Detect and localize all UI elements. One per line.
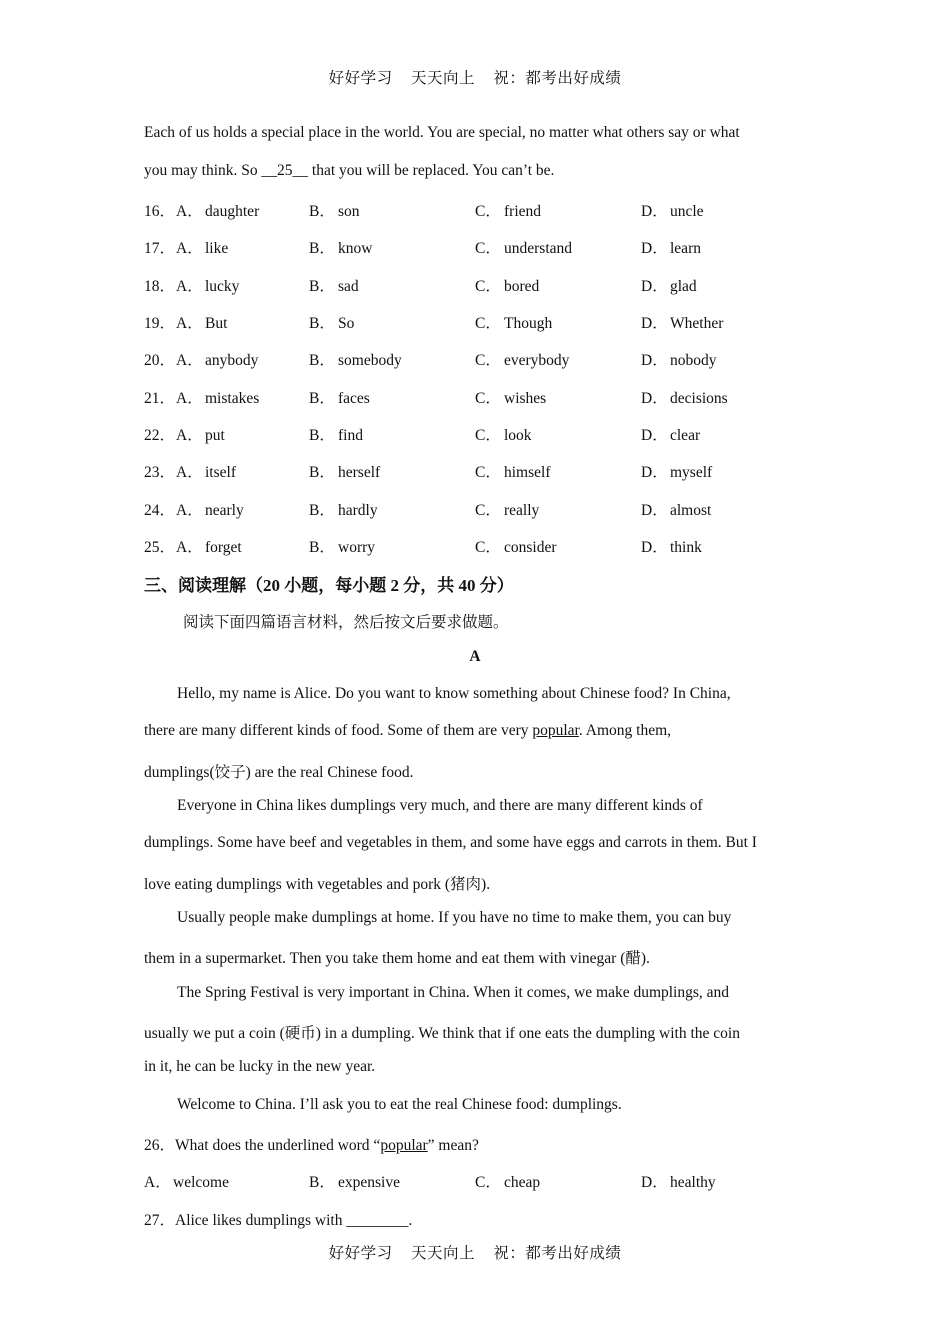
option-letter: A． — [176, 464, 203, 481]
option-text: Whether — [670, 315, 724, 332]
option-text: think — [670, 539, 702, 556]
option-b — [309, 311, 354, 333]
option-a — [144, 1170, 229, 1192]
option-b — [309, 348, 402, 370]
option-text: wishes — [504, 390, 547, 407]
option-letter: A． — [176, 240, 203, 257]
option-a — [144, 274, 239, 296]
underlined-word: popular — [380, 1137, 428, 1154]
option-text: hardly — [338, 502, 378, 519]
option-letter: C． — [475, 315, 501, 332]
page-footer — [0, 1241, 950, 1263]
option-letter: A． — [176, 352, 203, 369]
section-instruction: 阅读下面四篇语言材料，然后按文后要求做题。 — [183, 614, 509, 631]
option-letter: D． — [641, 464, 668, 481]
option-b — [309, 423, 363, 445]
option-text: lucky — [205, 278, 240, 295]
footer-part-3: 祝：都考出好成绩 — [493, 1245, 622, 1262]
option-d — [641, 423, 700, 445]
option-letter: D． — [641, 278, 668, 295]
option-d — [641, 1170, 716, 1192]
option-text: expensive — [338, 1174, 400, 1191]
option-text: itself — [205, 464, 236, 481]
passage-text: . Among them, — [578, 722, 672, 739]
option-letter: A． — [176, 315, 203, 332]
intro-line-2 — [144, 162, 554, 180]
intro-text-b: that you will be replaced. You can’t be. — [308, 162, 555, 179]
option-c — [475, 274, 539, 296]
option-text: anybody — [205, 352, 259, 369]
option-text: know — [338, 240, 373, 257]
passage-line: Hello, my name is Alice. Do you want to know something about Chinese food? In China, — [177, 685, 731, 702]
option-letter: A． — [176, 390, 203, 407]
option-letter: D． — [641, 315, 668, 332]
question-row-18 — [144, 274, 824, 296]
option-text: look — [504, 427, 532, 444]
option-text: nearly — [205, 502, 244, 519]
option-letter: B． — [309, 278, 335, 295]
option-text: really — [504, 502, 540, 519]
option-letter: B． — [309, 427, 335, 444]
question-26 — [144, 1133, 479, 1155]
option-text: somebody — [338, 352, 402, 369]
option-c — [475, 236, 572, 258]
question-26-options — [144, 1170, 824, 1192]
question-row-17 — [144, 236, 824, 258]
option-text: clear — [670, 427, 701, 444]
option-letter: A． — [176, 203, 203, 220]
option-text: friend — [504, 203, 542, 220]
option-letter: D． — [641, 539, 668, 556]
option-letter: D． — [641, 352, 668, 369]
footer-part-2: 天天向上 — [410, 1245, 475, 1262]
question-text: 26．What does the underlined word “ — [144, 1137, 381, 1154]
option-text: herself — [338, 464, 381, 481]
option-text: son — [338, 203, 360, 220]
option-text: So — [338, 315, 355, 332]
question-number: 21． — [144, 390, 176, 407]
option-letter: C． — [475, 502, 501, 519]
question-row-23 — [144, 460, 824, 482]
option-letter: B． — [309, 1174, 335, 1191]
passage-line: usually we put a coin (硬币) in a dumpling. We think that if one eats the dumpling with the coin — [144, 1025, 740, 1042]
option-c — [475, 460, 551, 482]
option-d — [641, 274, 697, 296]
option-letter: A． — [176, 427, 203, 444]
question-number: 25． — [144, 539, 176, 556]
option-c — [475, 386, 546, 408]
question-row-22 — [144, 423, 824, 445]
option-text: sad — [338, 278, 359, 295]
option-text: decisions — [670, 390, 728, 407]
header-part-2: 天天向上 — [410, 70, 475, 87]
question-number: 17． — [144, 240, 176, 257]
question-row-24 — [144, 498, 824, 520]
option-letter: D． — [641, 240, 668, 257]
option-text: worry — [338, 539, 376, 556]
intro-text-a: you may think. So — [144, 162, 262, 179]
option-letter: D． — [641, 1174, 668, 1191]
option-text: everybody — [504, 352, 570, 369]
footer-part-1: 好好学习 — [328, 1245, 393, 1262]
option-letter: B． — [309, 390, 335, 407]
option-text: nobody — [670, 352, 717, 369]
option-letter: C． — [475, 203, 501, 220]
passage-line: dumplings(饺子) are the real Chinese food. — [144, 764, 414, 781]
option-text: welcome — [173, 1174, 229, 1191]
option-text: mistakes — [205, 390, 260, 407]
underlined-word: popular — [532, 722, 579, 739]
question-number: 22． — [144, 427, 176, 444]
option-letter: C． — [475, 539, 501, 556]
option-text: bored — [504, 278, 540, 295]
option-letter: B． — [309, 240, 335, 257]
passage-line: love eating dumplings with vegetables and pork (猪肉). — [144, 876, 491, 893]
option-letter: C． — [475, 427, 501, 444]
option-b — [309, 199, 360, 221]
option-d — [641, 199, 704, 221]
passage-line: Welcome to China. I’ll ask you to eat the real Chinese food: dumplings. — [177, 1096, 622, 1113]
question-row-25 — [144, 535, 824, 557]
option-c — [475, 1170, 540, 1192]
passage-line: in it, he can be lucky in the new year. — [144, 1058, 376, 1075]
option-text: Though — [504, 315, 553, 332]
option-a — [144, 460, 236, 482]
question-row-19 — [144, 311, 824, 333]
option-letter: A． — [176, 539, 203, 556]
header-part-1: 好好学习 — [328, 70, 393, 87]
option-d — [641, 311, 723, 333]
question-number: 24． — [144, 502, 176, 519]
header-part-3: 祝：都考出好成绩 — [493, 70, 622, 87]
option-letter: A． — [176, 502, 203, 519]
option-letter: C． — [475, 1174, 501, 1191]
option-d — [641, 460, 712, 482]
question-text: ” mean? — [427, 1137, 479, 1154]
option-a — [144, 535, 242, 557]
question-number: 16． — [144, 203, 176, 220]
blank-25: __25__ — [261, 162, 309, 179]
intro-line-1: Each of us holds a special place in the world. You are special, no matter what others say or what — [144, 124, 740, 141]
option-text: myself — [670, 464, 713, 481]
option-a — [144, 423, 225, 445]
option-letter: B． — [309, 203, 335, 220]
option-letter: D． — [641, 390, 668, 407]
option-text: glad — [670, 278, 697, 295]
option-letter: C． — [475, 464, 501, 481]
question-number: 23． — [144, 464, 176, 481]
option-letter: B． — [309, 502, 335, 519]
option-a — [144, 311, 227, 333]
option-c — [475, 199, 541, 221]
option-b — [309, 274, 359, 296]
option-text: put — [205, 427, 225, 444]
question-number: 20． — [144, 352, 176, 369]
option-text: forget — [205, 539, 242, 556]
option-d — [641, 535, 702, 557]
option-letter: B． — [309, 315, 335, 332]
option-a — [144, 236, 228, 258]
option-b — [309, 236, 372, 258]
option-a — [144, 199, 259, 221]
option-c — [475, 498, 539, 520]
passage-line: Usually people make dumplings at home. If you have no time to make them, you can buy — [177, 909, 732, 926]
option-b — [309, 460, 380, 482]
option-text: find — [338, 427, 363, 444]
passage-line: dumplings. Some have beef and vegetables in them, and some have eggs and carrots in them. But I — [144, 834, 757, 851]
option-b — [309, 386, 370, 408]
option-letter: C． — [475, 278, 501, 295]
option-letter: A． — [144, 1174, 171, 1191]
option-c — [475, 311, 552, 333]
question-27: 27．Alice likes dumplings with ________. — [144, 1212, 413, 1229]
option-b — [309, 498, 378, 520]
option-letter: C． — [475, 390, 501, 407]
question-row-21 — [144, 386, 824, 408]
option-d — [641, 498, 711, 520]
passage-line: The Spring Festival is very important in China. When it comes, we make dumplings, and — [177, 984, 730, 1001]
option-letter: D． — [641, 427, 668, 444]
question-row-20 — [144, 348, 824, 370]
option-d — [641, 348, 717, 370]
option-text: consider — [504, 539, 557, 556]
option-letter: D． — [641, 203, 668, 220]
option-d — [641, 386, 728, 408]
option-text: cheap — [504, 1174, 541, 1191]
passage-text: there are many different kinds of food. Some of them are very — [144, 722, 533, 739]
option-text: like — [205, 240, 229, 257]
option-d — [641, 236, 701, 258]
question-number: 19． — [144, 315, 176, 332]
question-number: 18． — [144, 278, 176, 295]
option-text: But — [205, 315, 228, 332]
option-text: almost — [670, 502, 712, 519]
option-letter: B． — [309, 464, 335, 481]
passage-line — [144, 722, 671, 740]
option-text: faces — [338, 390, 370, 407]
passage-line: Everyone in China likes dumplings very much, and there are many different kinds of — [177, 797, 703, 814]
option-text: uncle — [670, 203, 704, 220]
option-a — [144, 498, 244, 520]
option-text: healthy — [670, 1174, 716, 1191]
option-letter: C． — [475, 240, 501, 257]
option-text: learn — [670, 240, 701, 257]
option-a — [144, 348, 258, 370]
option-c — [475, 423, 532, 445]
option-letter: B． — [309, 539, 335, 556]
option-letter: A． — [176, 278, 203, 295]
option-text: daughter — [205, 203, 260, 220]
option-letter: D． — [641, 502, 668, 519]
option-letter: C． — [475, 352, 501, 369]
option-b — [309, 1170, 400, 1192]
option-letter: B． — [309, 352, 335, 369]
passage-label: A — [469, 648, 481, 665]
option-text: himself — [504, 464, 551, 481]
passage-line: them in a supermarket. Then you take them home and eat them with vinegar (醋). — [144, 950, 650, 967]
question-row-16 — [144, 199, 824, 221]
option-c — [475, 348, 569, 370]
section-title: 三、阅读理解（20 小题，每小题 2 分，共 40 分） — [144, 576, 514, 595]
page-header — [0, 66, 950, 88]
option-a — [144, 386, 259, 408]
option-b — [309, 535, 375, 557]
option-text: understand — [504, 240, 573, 257]
option-c — [475, 535, 557, 557]
